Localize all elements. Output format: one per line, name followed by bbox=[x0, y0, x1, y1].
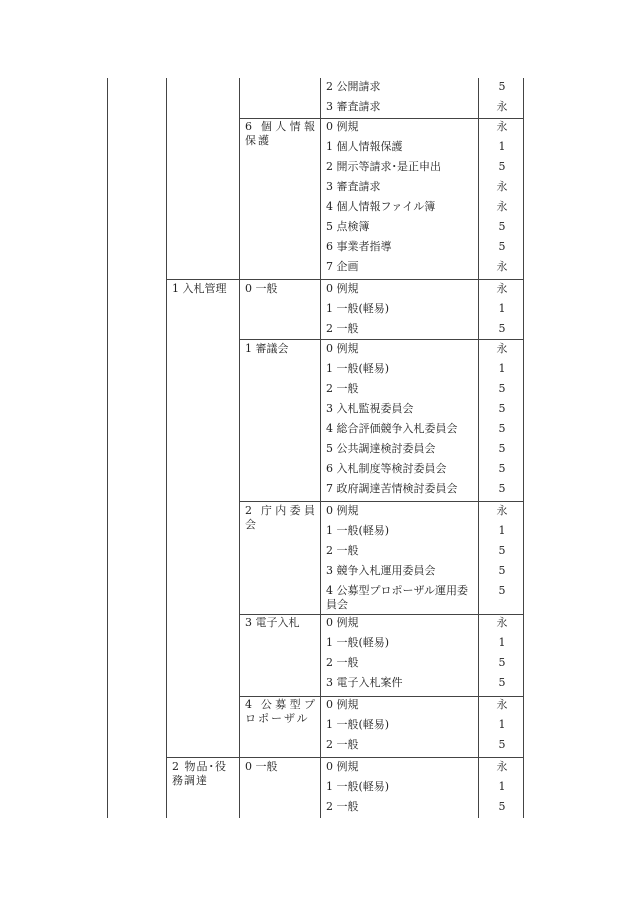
level3-cell: 0 例規 bbox=[326, 698, 359, 711]
level2-cell: 1 審議会 bbox=[245, 342, 289, 355]
retention-cell: 5 bbox=[498, 220, 506, 233]
retention-cell: 5 bbox=[498, 402, 506, 415]
level3-cell: 1 一般(軽易) bbox=[326, 636, 390, 649]
retention-cell: 永 bbox=[496, 342, 508, 355]
level3-cell: 2 一般 bbox=[326, 322, 359, 335]
retention-cell: 5 bbox=[498, 676, 506, 689]
retention-cell: 永 bbox=[496, 180, 508, 193]
level2-cell: 4 公募型プロポーザル bbox=[245, 698, 317, 725]
retention-cell: 永 bbox=[496, 282, 508, 295]
table-vertical-line bbox=[320, 78, 321, 818]
retention-cell: 5 bbox=[498, 422, 506, 435]
level3-cell: 3 電子入札案件 bbox=[326, 676, 403, 689]
level2-cell: 0 一般 bbox=[245, 760, 278, 773]
level3-cell: 5 点検簿 bbox=[326, 220, 370, 233]
level3-cell: 6 入札制度等検討委員会 bbox=[326, 462, 447, 475]
level3-cell: 5 公共調達検討委員会 bbox=[326, 442, 436, 455]
retention-cell: 5 bbox=[498, 442, 506, 455]
retention-cell: 永 bbox=[496, 760, 508, 773]
table-horizontal-line bbox=[239, 696, 523, 697]
level3-cell: 1 一般(軽易) bbox=[326, 362, 390, 375]
retention-cell: 永 bbox=[496, 504, 508, 517]
level1-cell: 2 物品･役務調達 bbox=[172, 760, 227, 787]
retention-cell: 5 bbox=[498, 80, 506, 93]
level3-cell: 3 競争入札運用委員会 bbox=[326, 564, 436, 577]
level3-cell: 1 一般(軽易) bbox=[326, 302, 390, 315]
retention-cell: 1 bbox=[498, 140, 506, 153]
level3-cell: 2 公開請求 bbox=[326, 80, 381, 93]
level3-cell: 3 審査請求 bbox=[326, 100, 381, 113]
table-vertical-line bbox=[107, 78, 108, 818]
retention-cell: 1 bbox=[498, 524, 506, 537]
retention-cell: 5 bbox=[498, 656, 506, 669]
level3-cell: 0 例規 bbox=[326, 616, 359, 629]
retention-cell: 永 bbox=[496, 200, 508, 213]
level3-cell: 3 審査請求 bbox=[326, 180, 381, 193]
level1-cell: 1 入札管理 bbox=[172, 282, 227, 295]
level3-cell: 2 一般 bbox=[326, 738, 359, 751]
level3-cell: 2 一般 bbox=[326, 656, 359, 669]
retention-cell: 1 bbox=[498, 780, 506, 793]
level3-cell: 0 例規 bbox=[326, 760, 359, 773]
retention-cell: 5 bbox=[498, 800, 506, 813]
table-horizontal-line bbox=[166, 279, 523, 280]
level3-cell: 7 政府調達苦情検討委員会 bbox=[326, 482, 458, 495]
level2-cell: 0 一般 bbox=[245, 282, 278, 295]
level2-cell: 2 庁内委員会 bbox=[245, 504, 317, 531]
retention-cell: 5 bbox=[498, 160, 506, 173]
table-horizontal-line bbox=[239, 118, 523, 119]
retention-cell: 永 bbox=[496, 120, 508, 133]
level3-cell: 1 一般(軽易) bbox=[326, 718, 390, 731]
retention-cell: 1 bbox=[498, 636, 506, 649]
level3-cell: 2 一般 bbox=[326, 382, 359, 395]
level2-cell: 3 電子入札 bbox=[245, 616, 300, 629]
table-vertical-line bbox=[478, 78, 479, 818]
retention-cell: 5 bbox=[498, 584, 506, 597]
level3-cell: 4 総合評価競争入札委員会 bbox=[326, 422, 458, 435]
retention-cell: 1 bbox=[498, 362, 506, 375]
retention-cell: 永 bbox=[496, 100, 508, 113]
retention-cell: 5 bbox=[498, 382, 506, 395]
level3-cell: 0 例規 bbox=[326, 282, 359, 295]
table-horizontal-line bbox=[239, 501, 523, 502]
table-horizontal-line bbox=[166, 757, 523, 758]
retention-cell: 5 bbox=[498, 322, 506, 335]
retention-cell: 5 bbox=[498, 738, 506, 751]
retention-cell: 永 bbox=[496, 260, 508, 273]
table-horizontal-line bbox=[239, 614, 523, 615]
retention-cell: 1 bbox=[498, 302, 506, 315]
table-vertical-line bbox=[239, 78, 240, 818]
level3-cell: 6 事業者指導 bbox=[326, 240, 392, 253]
level3-cell: 2 一般 bbox=[326, 544, 359, 557]
level2-cell: 6 個人情報保護 bbox=[245, 120, 317, 147]
table-horizontal-line bbox=[239, 339, 523, 340]
retention-cell: 永 bbox=[496, 616, 508, 629]
level3-cell: 0 例規 bbox=[326, 504, 359, 517]
level3-cell: 4 個人情報ファイル簿 bbox=[326, 200, 436, 213]
retention-cell: 5 bbox=[498, 482, 506, 495]
level3-cell: 3 入札監視委員会 bbox=[326, 402, 414, 415]
level3-cell: 1 一般(軽易) bbox=[326, 780, 390, 793]
level3-cell: 2 開示等請求･是正申出 bbox=[326, 160, 441, 173]
level3-cell: 4 公募型プロポーザル運用委員会 bbox=[326, 584, 468, 611]
table-vertical-line bbox=[523, 78, 524, 818]
level3-cell: 0 例規 bbox=[326, 342, 359, 355]
retention-cell: 5 bbox=[498, 544, 506, 557]
level3-cell: 1 個人情報保護 bbox=[326, 140, 403, 153]
level3-cell: 1 一般(軽易) bbox=[326, 524, 390, 537]
retention-cell: 5 bbox=[498, 462, 506, 475]
level3-cell: 2 一般 bbox=[326, 800, 359, 813]
level3-cell: 0 例規 bbox=[326, 120, 359, 133]
retention-cell: 1 bbox=[498, 718, 506, 731]
level3-cell: 7 企画 bbox=[326, 260, 359, 273]
retention-cell: 永 bbox=[496, 698, 508, 711]
retention-cell: 5 bbox=[498, 564, 506, 577]
table-vertical-line bbox=[166, 78, 167, 818]
retention-cell: 5 bbox=[498, 240, 506, 253]
